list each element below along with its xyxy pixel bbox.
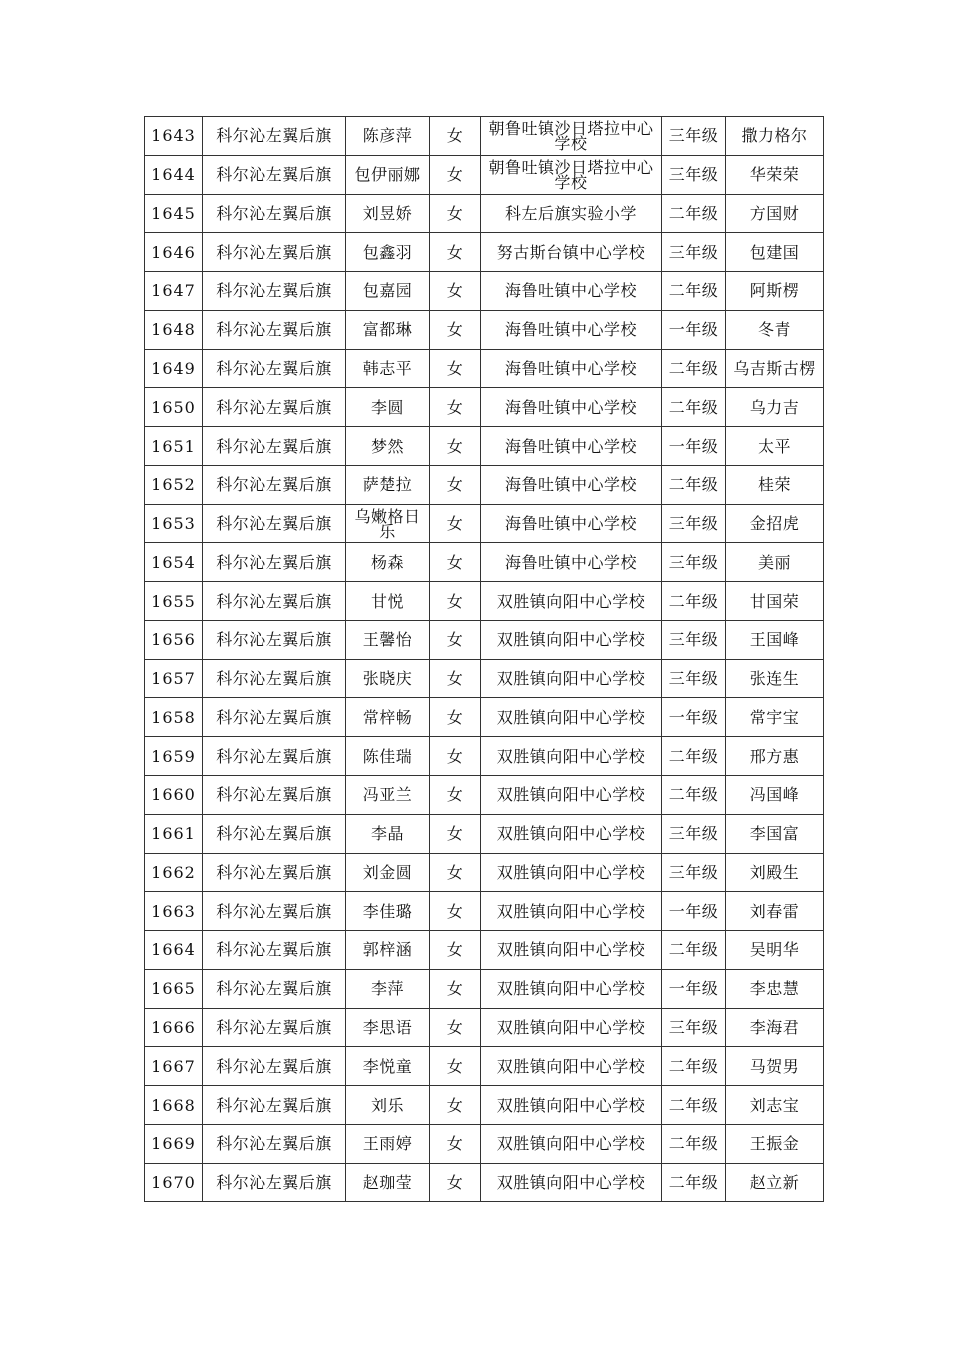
cell-gender: 女 xyxy=(430,892,481,931)
cell-grade: 二年级 xyxy=(662,388,726,427)
cell-school: 双胜镇向阳中心学校 xyxy=(481,1086,662,1125)
cell-number: 1663 xyxy=(145,892,203,931)
cell-grade: 二年级 xyxy=(662,776,726,815)
cell-student-name: 富都琳 xyxy=(346,310,430,349)
cell-student-name: 郭梓涵 xyxy=(346,931,430,970)
cell-guardian: 刘春雷 xyxy=(726,892,824,931)
cell-number: 1653 xyxy=(145,504,203,543)
cell-school: 朝鲁吐镇沙日塔拉中心学校 xyxy=(481,155,662,194)
cell-county: 科尔沁左翼后旗 xyxy=(203,1163,346,1202)
cell-gender: 女 xyxy=(430,272,481,311)
cell-county: 科尔沁左翼后旗 xyxy=(203,892,346,931)
cell-grade: 三年级 xyxy=(662,659,726,698)
cell-number: 1670 xyxy=(145,1163,203,1202)
cell-gender: 女 xyxy=(430,117,481,156)
cell-school: 双胜镇向阳中心学校 xyxy=(481,776,662,815)
table-row xyxy=(145,582,824,621)
cell-gender: 女 xyxy=(430,1163,481,1202)
cell-county: 科尔沁左翼后旗 xyxy=(203,388,346,427)
cell-school: 双胜镇向阳中心学校 xyxy=(481,1008,662,1047)
cell-gender: 女 xyxy=(430,659,481,698)
cell-student-name: 杨森 xyxy=(346,543,430,582)
cell-county: 科尔沁左翼后旗 xyxy=(203,155,346,194)
cell-guardian: 金招虎 xyxy=(726,504,824,543)
cell-guardian: 李海君 xyxy=(726,1008,824,1047)
cell-gender: 女 xyxy=(430,698,481,737)
cell-grade: 三年级 xyxy=(662,620,726,659)
cell-student-name: 李佳璐 xyxy=(346,892,430,931)
cell-grade: 二年级 xyxy=(662,1086,726,1125)
cell-number: 1652 xyxy=(145,465,203,504)
cell-student-name: 包嘉园 xyxy=(346,272,430,311)
cell-school: 双胜镇向阳中心学校 xyxy=(481,892,662,931)
cell-student-name: 李晶 xyxy=(346,814,430,853)
cell-student-name: 王馨怡 xyxy=(346,620,430,659)
cell-grade: 三年级 xyxy=(662,504,726,543)
table-row xyxy=(145,659,824,698)
cell-grade: 二年级 xyxy=(662,465,726,504)
cell-student-name: 李圆 xyxy=(346,388,430,427)
table-row xyxy=(145,427,824,466)
cell-county: 科尔沁左翼后旗 xyxy=(203,1047,346,1086)
cell-guardian: 乌力吉 xyxy=(726,388,824,427)
cell-school: 海鲁吐镇中心学校 xyxy=(481,349,662,388)
cell-guardian: 撒力格尔 xyxy=(726,117,824,156)
cell-student-name: 李思语 xyxy=(346,1008,430,1047)
table-row xyxy=(145,698,824,737)
cell-grade: 三年级 xyxy=(662,155,726,194)
cell-county: 科尔沁左翼后旗 xyxy=(203,931,346,970)
cell-guardian: 吴明华 xyxy=(726,931,824,970)
cell-guardian: 赵立新 xyxy=(726,1163,824,1202)
cell-county: 科尔沁左翼后旗 xyxy=(203,543,346,582)
cell-student-name: 冯亚兰 xyxy=(346,776,430,815)
cell-gender: 女 xyxy=(430,310,481,349)
table-row xyxy=(145,892,824,931)
cell-number: 1661 xyxy=(145,814,203,853)
cell-guardian: 张连生 xyxy=(726,659,824,698)
table-row xyxy=(145,1124,824,1163)
cell-gender: 女 xyxy=(430,814,481,853)
cell-school: 海鲁吐镇中心学校 xyxy=(481,388,662,427)
table-row xyxy=(145,737,824,776)
cell-number: 1643 xyxy=(145,117,203,156)
cell-gender: 女 xyxy=(430,969,481,1008)
cell-student-name: 包鑫羽 xyxy=(346,233,430,272)
cell-county: 科尔沁左翼后旗 xyxy=(203,1008,346,1047)
cell-grade: 一年级 xyxy=(662,892,726,931)
roster-body xyxy=(145,117,824,1202)
cell-number: 1651 xyxy=(145,427,203,466)
cell-student-name: 刘乐 xyxy=(346,1086,430,1125)
table-row xyxy=(145,1008,824,1047)
cell-gender: 女 xyxy=(430,155,481,194)
cell-school: 海鲁吐镇中心学校 xyxy=(481,272,662,311)
cell-county: 科尔沁左翼后旗 xyxy=(203,194,346,233)
cell-guardian: 桂荣 xyxy=(726,465,824,504)
cell-gender: 女 xyxy=(430,388,481,427)
table-row xyxy=(145,504,824,543)
cell-county: 科尔沁左翼后旗 xyxy=(203,582,346,621)
cell-school: 双胜镇向阳中心学校 xyxy=(481,582,662,621)
cell-school: 双胜镇向阳中心学校 xyxy=(481,1047,662,1086)
cell-student-name: 李悦童 xyxy=(346,1047,430,1086)
cell-number: 1656 xyxy=(145,620,203,659)
cell-number: 1649 xyxy=(145,349,203,388)
cell-number: 1669 xyxy=(145,1124,203,1163)
table-row xyxy=(145,543,824,582)
cell-gender: 女 xyxy=(430,1086,481,1125)
cell-student-name: 甘悦 xyxy=(346,582,430,621)
cell-student-name: 刘昱娇 xyxy=(346,194,430,233)
cell-number: 1664 xyxy=(145,931,203,970)
cell-student-name: 萨楚拉 xyxy=(346,465,430,504)
cell-number: 1654 xyxy=(145,543,203,582)
cell-grade: 一年级 xyxy=(662,969,726,1008)
cell-number: 1658 xyxy=(145,698,203,737)
cell-number: 1647 xyxy=(145,272,203,311)
cell-guardian: 刘殿生 xyxy=(726,853,824,892)
cell-gender: 女 xyxy=(430,465,481,504)
cell-county: 科尔沁左翼后旗 xyxy=(203,659,346,698)
cell-student-name: 李萍 xyxy=(346,969,430,1008)
cell-guardian: 常宇宝 xyxy=(726,698,824,737)
cell-number: 1666 xyxy=(145,1008,203,1047)
cell-grade: 三年级 xyxy=(662,543,726,582)
table-row xyxy=(145,1086,824,1125)
cell-school: 海鲁吐镇中心学校 xyxy=(481,310,662,349)
cell-number: 1659 xyxy=(145,737,203,776)
cell-county: 科尔沁左翼后旗 xyxy=(203,969,346,1008)
cell-gender: 女 xyxy=(430,543,481,582)
cell-county: 科尔沁左翼后旗 xyxy=(203,427,346,466)
cell-grade: 三年级 xyxy=(662,853,726,892)
table-row xyxy=(145,349,824,388)
cell-guardian: 阿斯楞 xyxy=(726,272,824,311)
cell-guardian: 王国峰 xyxy=(726,620,824,659)
cell-county: 科尔沁左翼后旗 xyxy=(203,1086,346,1125)
cell-county: 科尔沁左翼后旗 xyxy=(203,233,346,272)
cell-grade: 三年级 xyxy=(662,1008,726,1047)
cell-school: 科左后旗实验小学 xyxy=(481,194,662,233)
table-row xyxy=(145,233,824,272)
roster-table xyxy=(144,116,824,1202)
table-row xyxy=(145,117,824,156)
cell-county: 科尔沁左翼后旗 xyxy=(203,349,346,388)
cell-number: 1667 xyxy=(145,1047,203,1086)
cell-student-name: 韩志平 xyxy=(346,349,430,388)
table-row xyxy=(145,931,824,970)
cell-gender: 女 xyxy=(430,582,481,621)
cell-guardian: 美丽 xyxy=(726,543,824,582)
cell-student-name: 陈彦萍 xyxy=(346,117,430,156)
cell-grade: 一年级 xyxy=(662,310,726,349)
cell-grade: 一年级 xyxy=(662,698,726,737)
cell-grade: 二年级 xyxy=(662,582,726,621)
cell-guardian: 刘志宝 xyxy=(726,1086,824,1125)
table-row xyxy=(145,776,824,815)
cell-school: 双胜镇向阳中心学校 xyxy=(481,969,662,1008)
cell-school: 海鲁吐镇中心学校 xyxy=(481,465,662,504)
cell-guardian: 马贺男 xyxy=(726,1047,824,1086)
cell-school: 海鲁吐镇中心学校 xyxy=(481,504,662,543)
cell-number: 1665 xyxy=(145,969,203,1008)
cell-grade: 二年级 xyxy=(662,1163,726,1202)
cell-grade: 二年级 xyxy=(662,1124,726,1163)
cell-number: 1648 xyxy=(145,310,203,349)
cell-number: 1668 xyxy=(145,1086,203,1125)
cell-gender: 女 xyxy=(430,194,481,233)
cell-school: 努古斯台镇中心学校 xyxy=(481,233,662,272)
table-row xyxy=(145,194,824,233)
table-row xyxy=(145,814,824,853)
cell-guardian: 邢方惠 xyxy=(726,737,824,776)
cell-number: 1662 xyxy=(145,853,203,892)
cell-number: 1660 xyxy=(145,776,203,815)
cell-school: 双胜镇向阳中心学校 xyxy=(481,1163,662,1202)
cell-grade: 三年级 xyxy=(662,233,726,272)
cell-gender: 女 xyxy=(430,776,481,815)
cell-student-name: 王雨婷 xyxy=(346,1124,430,1163)
cell-student-name: 包伊丽娜 xyxy=(346,155,430,194)
cell-grade: 二年级 xyxy=(662,194,726,233)
cell-gender: 女 xyxy=(430,620,481,659)
cell-county: 科尔沁左翼后旗 xyxy=(203,698,346,737)
cell-grade: 一年级 xyxy=(662,427,726,466)
cell-county: 科尔沁左翼后旗 xyxy=(203,737,346,776)
cell-school: 海鲁吐镇中心学校 xyxy=(481,543,662,582)
cell-county: 科尔沁左翼后旗 xyxy=(203,853,346,892)
table-row xyxy=(145,310,824,349)
cell-school: 双胜镇向阳中心学校 xyxy=(481,931,662,970)
cell-number: 1646 xyxy=(145,233,203,272)
cell-number: 1645 xyxy=(145,194,203,233)
cell-county: 科尔沁左翼后旗 xyxy=(203,776,346,815)
cell-gender: 女 xyxy=(430,737,481,776)
table-row xyxy=(145,272,824,311)
cell-county: 科尔沁左翼后旗 xyxy=(203,465,346,504)
cell-student-name: 赵珈莹 xyxy=(346,1163,430,1202)
cell-guardian: 华荣荣 xyxy=(726,155,824,194)
cell-guardian: 冯国峰 xyxy=(726,776,824,815)
cell-number: 1650 xyxy=(145,388,203,427)
cell-county: 科尔沁左翼后旗 xyxy=(203,272,346,311)
cell-school: 海鲁吐镇中心学校 xyxy=(481,427,662,466)
cell-student-name: 张晓庆 xyxy=(346,659,430,698)
cell-student-name: 常梓畅 xyxy=(346,698,430,737)
cell-gender: 女 xyxy=(430,427,481,466)
cell-school: 双胜镇向阳中心学校 xyxy=(481,853,662,892)
table-row xyxy=(145,853,824,892)
cell-county: 科尔沁左翼后旗 xyxy=(203,620,346,659)
cell-guardian: 方国财 xyxy=(726,194,824,233)
cell-grade: 二年级 xyxy=(662,272,726,311)
cell-gender: 女 xyxy=(430,853,481,892)
cell-guardian: 甘国荣 xyxy=(726,582,824,621)
cell-grade: 二年级 xyxy=(662,931,726,970)
cell-guardian: 包建国 xyxy=(726,233,824,272)
table-row xyxy=(145,465,824,504)
cell-number: 1657 xyxy=(145,659,203,698)
cell-gender: 女 xyxy=(430,1124,481,1163)
cell-school: 朝鲁吐镇沙日塔拉中心学校 xyxy=(481,117,662,156)
cell-county: 科尔沁左翼后旗 xyxy=(203,504,346,543)
cell-guardian: 乌吉斯古楞 xyxy=(726,349,824,388)
cell-student-name: 刘金圆 xyxy=(346,853,430,892)
cell-gender: 女 xyxy=(430,504,481,543)
cell-number: 1644 xyxy=(145,155,203,194)
table-row xyxy=(145,1047,824,1086)
cell-school: 双胜镇向阳中心学校 xyxy=(481,620,662,659)
cell-grade: 三年级 xyxy=(662,814,726,853)
cell-gender: 女 xyxy=(430,931,481,970)
cell-school: 双胜镇向阳中心学校 xyxy=(481,698,662,737)
cell-county: 科尔沁左翼后旗 xyxy=(203,117,346,156)
cell-school: 双胜镇向阳中心学校 xyxy=(481,659,662,698)
cell-student-name: 乌嫩格日乐 xyxy=(346,504,430,543)
cell-gender: 女 xyxy=(430,349,481,388)
cell-guardian: 李忠慧 xyxy=(726,969,824,1008)
cell-guardian: 李国富 xyxy=(726,814,824,853)
cell-student-name: 梦然 xyxy=(346,427,430,466)
cell-guardian: 冬青 xyxy=(726,310,824,349)
cell-grade: 二年级 xyxy=(662,1047,726,1086)
cell-grade: 三年级 xyxy=(662,117,726,156)
cell-gender: 女 xyxy=(430,1047,481,1086)
table-row xyxy=(145,1163,824,1202)
cell-county: 科尔沁左翼后旗 xyxy=(203,310,346,349)
cell-school: 双胜镇向阳中心学校 xyxy=(481,814,662,853)
cell-guardian: 太平 xyxy=(726,427,824,466)
cell-gender: 女 xyxy=(430,233,481,272)
cell-school: 双胜镇向阳中心学校 xyxy=(481,1124,662,1163)
cell-guardian: 王振金 xyxy=(726,1124,824,1163)
cell-grade: 二年级 xyxy=(662,349,726,388)
cell-student-name: 陈佳瑞 xyxy=(346,737,430,776)
table-row xyxy=(145,620,824,659)
cell-county: 科尔沁左翼后旗 xyxy=(203,1124,346,1163)
cell-grade: 二年级 xyxy=(662,737,726,776)
cell-school: 双胜镇向阳中心学校 xyxy=(481,737,662,776)
table-row xyxy=(145,155,824,194)
table-row xyxy=(145,969,824,1008)
cell-number: 1655 xyxy=(145,582,203,621)
table-row xyxy=(145,388,824,427)
cell-gender: 女 xyxy=(430,1008,481,1047)
cell-county: 科尔沁左翼后旗 xyxy=(203,814,346,853)
